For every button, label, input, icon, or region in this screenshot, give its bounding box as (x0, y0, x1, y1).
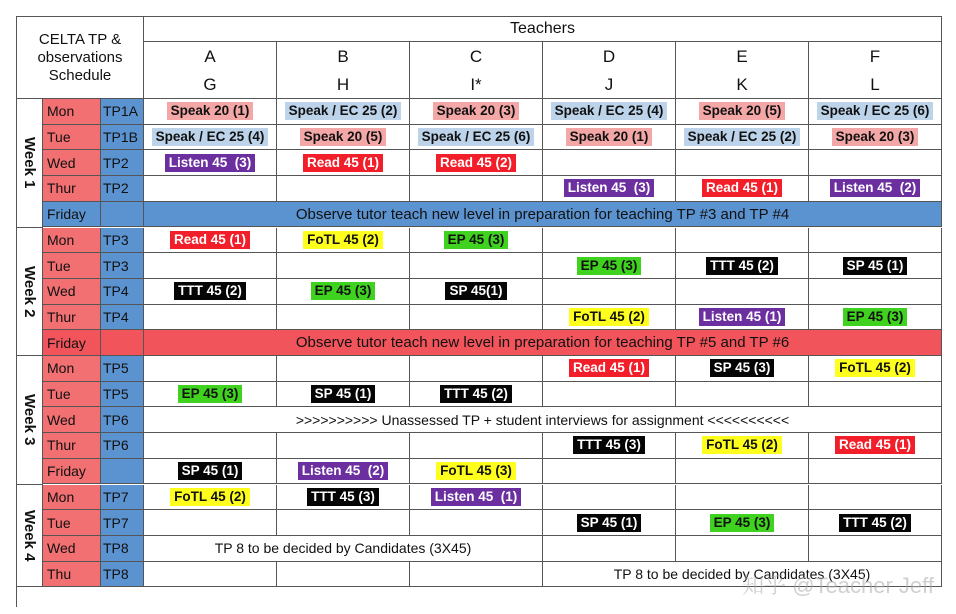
tp8-text: TP 8 to be decided by Candidates (3X45) (613, 565, 871, 582)
tp-label: TP7 (103, 514, 129, 531)
lesson-cell (543, 305, 676, 331)
schedule-title-cell (17, 17, 144, 99)
day-cell (43, 382, 101, 408)
lesson-cell (543, 433, 676, 459)
lesson-cell (676, 305, 809, 331)
day-cell (43, 562, 101, 588)
day-cell (43, 99, 101, 125)
tp-cell (101, 253, 144, 279)
tp-label: TP5 (103, 386, 129, 403)
lesson-cell (144, 485, 277, 511)
tp-label: TP1B (103, 129, 139, 146)
day-cell (43, 279, 101, 305)
teacher-column-header (144, 71, 277, 99)
week-label: Week 3 (21, 394, 38, 446)
lesson-cell (144, 99, 277, 125)
day-label: Friday (47, 463, 86, 480)
lesson-cell (144, 150, 277, 176)
teacher-column-header (277, 42, 410, 71)
lesson-tag: Speak 20 (5) (699, 102, 786, 120)
lesson-cell (676, 253, 809, 279)
lesson-cell (410, 253, 543, 279)
tp-cell (101, 99, 144, 125)
lesson-cell (809, 279, 942, 305)
day-cell (43, 433, 101, 459)
day-label: Thu (47, 565, 72, 582)
lesson-cell (410, 356, 543, 382)
tp-cell (101, 433, 144, 459)
teacher-letter: A (204, 46, 216, 66)
lesson-cell (676, 356, 809, 382)
lesson-cell (809, 176, 942, 202)
lesson-cell (277, 253, 410, 279)
empty-cell (410, 562, 543, 588)
tp-cell (101, 510, 144, 536)
lesson-cell (809, 356, 942, 382)
lesson-tag: FoTL 45 (2) (170, 488, 250, 506)
week-label-cell (17, 99, 43, 228)
lesson-tag: FoTL 45 (2) (303, 231, 383, 249)
teacher-letter: E (736, 46, 748, 66)
lesson-cell (277, 356, 410, 382)
lesson-tag: Speak / EC 25 (4) (152, 128, 269, 146)
teacher-column-header (676, 71, 809, 99)
lesson-tag: FoTL 45 (2) (835, 359, 915, 377)
week-label: Week 2 (21, 265, 38, 317)
tp-cell (101, 228, 144, 254)
tp-label: TP4 (103, 308, 129, 325)
lesson-tag: Speak / EC 25 (6) (418, 128, 535, 146)
lesson-cell (543, 485, 676, 511)
teacher-letter: B (337, 46, 349, 66)
lesson-tag: SP 45 (1) (311, 385, 376, 403)
unassessed-text: >>>>>>>>>> Unassessed TP + student interviews for assignment <<<<<<<<<< (295, 411, 790, 428)
lesson-tag: Speak / EC 25 (2) (285, 102, 402, 120)
day-cell (43, 150, 101, 176)
day-cell (43, 228, 101, 254)
lesson-cell (676, 485, 809, 511)
tp-label: TP8 (103, 565, 129, 582)
week-label-cell (17, 485, 43, 588)
teacher-column-header (543, 42, 676, 71)
lesson-tag: Read 45 (1) (303, 154, 383, 172)
tp-label: TP8 (103, 540, 129, 557)
tp-label: TP6 (103, 411, 129, 428)
teacher-letter: G (203, 74, 217, 94)
day-cell (43, 330, 101, 356)
tp-cell (101, 202, 144, 228)
teacher-column-header (809, 71, 942, 99)
lesson-cell (543, 228, 676, 254)
tp-cell (101, 176, 144, 202)
week-label-cell (17, 356, 43, 485)
banner-text: Observe tutor teach new level in preparation for teaching TP #5 and TP #6 (295, 334, 790, 352)
empty-cell (277, 562, 410, 588)
teachers-label: Teachers (510, 20, 575, 37)
lesson-cell (277, 125, 410, 151)
tp-cell (101, 356, 144, 382)
lesson-cell (144, 305, 277, 331)
tp-label: TP1A (103, 103, 139, 120)
lesson-cell (144, 279, 277, 305)
tp-cell (101, 459, 144, 485)
tp-label: TP3 (103, 231, 129, 248)
teacher-column-header (410, 42, 543, 71)
lesson-tag: Read 45 (1) (835, 436, 915, 454)
lesson-cell (410, 125, 543, 151)
day-label: Tue (47, 129, 71, 146)
day-cell (43, 536, 101, 562)
lesson-tag: Speak 20 (1) (167, 102, 254, 120)
lesson-cell (277, 433, 410, 459)
day-label: Thur (47, 308, 76, 325)
lesson-cell (410, 99, 543, 125)
lesson-cell (543, 510, 676, 536)
lesson-tag: EP 45 (3) (311, 282, 376, 300)
tp-label: TP6 (103, 437, 129, 454)
teachers-header-cell (144, 17, 942, 42)
week-label: Week 4 (21, 509, 38, 562)
day-label: Mon (47, 103, 75, 120)
lesson-cell (676, 228, 809, 254)
lesson-tag: TTT 45 (2) (174, 282, 246, 300)
teacher-column-header (676, 42, 809, 71)
tp-label: TP2 (103, 154, 129, 171)
watermark: 知乎 @Teacher Jeff (742, 573, 934, 598)
lesson-tag: Listen 45 (3) (165, 154, 256, 172)
lesson-cell (809, 382, 942, 408)
day-cell (43, 253, 101, 279)
lesson-tag: TTT 45 (3) (307, 488, 379, 506)
day-label: Mon (47, 231, 75, 248)
empty-cell (676, 536, 809, 562)
day-label: Wed (47, 283, 76, 300)
lesson-tag: TTT 45 (2) (839, 514, 911, 532)
lesson-cell (676, 459, 809, 485)
tp-cell (101, 150, 144, 176)
lesson-tag: Listen 45 (1) (699, 308, 786, 326)
day-cell (43, 510, 101, 536)
lesson-tag: SP 45 (1) (843, 257, 908, 275)
lesson-cell (144, 253, 277, 279)
lesson-cell (410, 305, 543, 331)
lesson-cell (809, 99, 942, 125)
tp8-text: TP 8 to be decided by Candidates (3X45) (214, 540, 472, 557)
teacher-letter: C (469, 46, 483, 66)
teacher-column-header (543, 71, 676, 99)
lesson-cell (277, 176, 410, 202)
lesson-cell (144, 459, 277, 485)
lesson-cell (543, 253, 676, 279)
lesson-cell (676, 382, 809, 408)
teacher-letter: H (336, 74, 350, 94)
empty-cell (809, 536, 942, 562)
lesson-cell (543, 99, 676, 125)
lesson-cell (676, 125, 809, 151)
day-label: Tue (47, 386, 71, 403)
lesson-tag: Read 45 (1) (702, 179, 782, 197)
lesson-tag: Speak / EC 25 (4) (551, 102, 668, 120)
tp-cell (101, 382, 144, 408)
lesson-tag: Listen 45 (2) (830, 179, 921, 197)
lesson-cell (809, 485, 942, 511)
lesson-cell (144, 510, 277, 536)
lesson-cell (410, 150, 543, 176)
lesson-cell (676, 176, 809, 202)
tp-label: TP4 (103, 283, 129, 300)
lesson-cell (676, 510, 809, 536)
lesson-cell (144, 176, 277, 202)
day-cell (43, 176, 101, 202)
tp-cell (101, 305, 144, 331)
tp8-left (144, 536, 543, 562)
lesson-tag: EP 45 (3) (444, 231, 509, 249)
lesson-cell (543, 459, 676, 485)
tp-label: TP5 (103, 360, 129, 377)
lesson-tag: SP 45 (1) (577, 514, 642, 532)
teacher-letter: F (869, 46, 881, 66)
day-label: Mon (47, 488, 75, 505)
lesson-cell (410, 485, 543, 511)
teacher-letter: K (736, 74, 748, 94)
week-label-cell (17, 228, 43, 357)
lesson-tag: Speak 20 (3) (433, 102, 520, 120)
lesson-tag: SP 45 (1) (178, 462, 243, 480)
teacher-column-header (809, 42, 942, 71)
lesson-cell (543, 356, 676, 382)
lesson-tag: Speak 20 (5) (300, 128, 387, 146)
lesson-tag: Read 45 (2) (436, 154, 516, 172)
lesson-cell (410, 433, 543, 459)
lesson-cell (809, 459, 942, 485)
lesson-tag: Listen 45 (2) (298, 462, 389, 480)
teacher-column-header (144, 42, 277, 71)
lesson-cell (543, 125, 676, 151)
lesson-cell (676, 150, 809, 176)
lesson-cell (410, 176, 543, 202)
day-label: Tue (47, 514, 71, 531)
lesson-cell (410, 382, 543, 408)
tp-label: TP3 (103, 257, 129, 274)
schedule-table (16, 16, 942, 607)
empty-cell (144, 562, 277, 588)
lesson-tag: FoTL 45 (3) (436, 462, 516, 480)
lesson-cell (410, 279, 543, 305)
tp-label: TP2 (103, 180, 129, 197)
lesson-tag: Read 45 (1) (569, 359, 649, 377)
lesson-tag: Read 45 (1) (170, 231, 250, 249)
lesson-cell (809, 510, 942, 536)
lesson-cell (809, 305, 942, 331)
teacher-letter: L (870, 74, 880, 94)
tp8-right (543, 562, 942, 588)
lesson-cell (144, 228, 277, 254)
lesson-tag: Listen 45 (3) (564, 179, 655, 197)
day-cell (43, 407, 101, 433)
lesson-cell (277, 510, 410, 536)
lesson-cell (543, 279, 676, 305)
teacher-letter: I* (470, 74, 482, 94)
schedule-title: CELTA TP & observations Schedule (37, 30, 123, 84)
teacher-column-header (410, 71, 543, 99)
tp-cell (101, 562, 144, 588)
lesson-cell (809, 125, 942, 151)
day-cell (43, 356, 101, 382)
day-label: Wed (47, 154, 76, 171)
lesson-cell (277, 382, 410, 408)
tp-cell (101, 279, 144, 305)
lesson-tag: EP 45 (3) (178, 385, 243, 403)
tp-cell (101, 330, 144, 356)
day-cell (43, 305, 101, 331)
lesson-cell (277, 228, 410, 254)
lesson-tag: Speak / EC 25 (6) (817, 102, 934, 120)
day-label: Mon (47, 360, 75, 377)
banner-text: Observe tutor teach new level in preparation for teaching TP #3 and TP #4 (295, 205, 790, 223)
day-label: Tue (47, 257, 71, 274)
day-cell (43, 459, 101, 485)
day-label: Friday (47, 334, 86, 351)
lesson-cell (809, 433, 942, 459)
lesson-tag: SP 45 (3) (710, 359, 775, 377)
lesson-cell (410, 459, 543, 485)
teacher-letter: D (602, 46, 616, 66)
lesson-tag: Speak 20 (3) (832, 128, 919, 146)
lesson-tag: SP 45(1) (445, 282, 506, 300)
lesson-cell (144, 433, 277, 459)
lesson-cell (277, 150, 410, 176)
tp-cell (101, 407, 144, 433)
day-cell (43, 202, 101, 228)
lesson-tag: Listen 45 (1) (431, 488, 522, 506)
day-label: Wed (47, 540, 76, 557)
day-label: Wed (47, 411, 76, 428)
day-label: Friday (47, 206, 86, 223)
lesson-cell (277, 279, 410, 305)
lesson-cell (809, 150, 942, 176)
lesson-cell (144, 382, 277, 408)
tp-cell (101, 485, 144, 511)
day-cell (43, 125, 101, 151)
lesson-cell (144, 125, 277, 151)
lesson-tag: EP 45 (3) (577, 257, 642, 275)
lesson-cell (410, 510, 543, 536)
lesson-cell (277, 459, 410, 485)
lesson-tag: EP 45 (3) (710, 514, 775, 532)
lesson-cell (676, 433, 809, 459)
lesson-cell (676, 99, 809, 125)
lesson-cell (277, 99, 410, 125)
friday-banner (144, 330, 942, 356)
lesson-cell (676, 279, 809, 305)
day-label: Thur (47, 437, 76, 454)
lesson-cell (277, 305, 410, 331)
teacher-column-header (277, 71, 410, 99)
lesson-tag: TTT 45 (2) (440, 385, 512, 403)
unassessed-row (144, 407, 942, 433)
lesson-tag: FoTL 45 (2) (569, 308, 649, 326)
lesson-cell (410, 228, 543, 254)
lesson-cell (543, 150, 676, 176)
lesson-cell (809, 228, 942, 254)
lesson-cell (543, 382, 676, 408)
friday-banner (144, 202, 942, 228)
day-label: Thur (47, 180, 76, 197)
lesson-tag: Speak 20 (1) (566, 128, 653, 146)
tp-label: TP7 (103, 488, 129, 505)
lesson-tag: FoTL 45 (2) (702, 436, 782, 454)
empty-cell (543, 536, 676, 562)
day-cell (43, 485, 101, 511)
tp-cell (101, 536, 144, 562)
lesson-cell (809, 253, 942, 279)
teacher-letter: J (604, 74, 614, 94)
lesson-cell (543, 176, 676, 202)
lesson-tag: TTT 45 (3) (573, 436, 645, 454)
lesson-tag: TTT 45 (2) (706, 257, 778, 275)
lesson-tag: Speak / EC 25 (2) (684, 128, 801, 146)
tp-cell (101, 125, 144, 151)
lesson-tag: EP 45 (3) (843, 308, 908, 326)
week-label: Week 1 (21, 137, 38, 189)
lesson-cell (277, 485, 410, 511)
lesson-cell (144, 356, 277, 382)
